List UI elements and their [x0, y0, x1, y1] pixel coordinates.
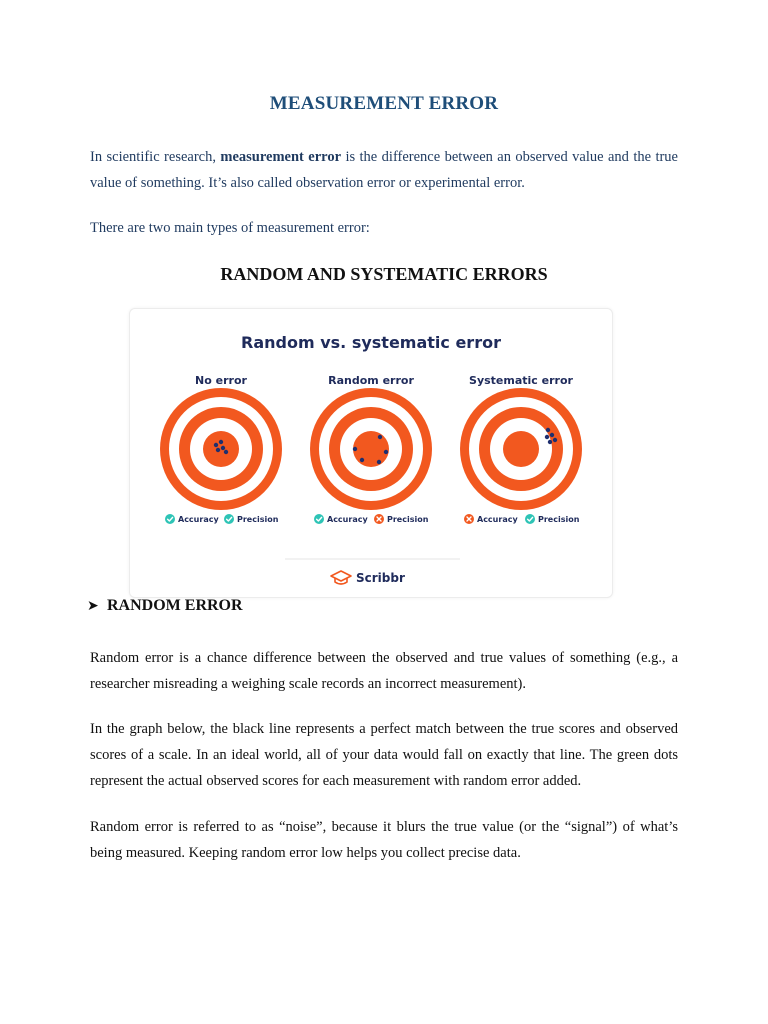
- graduation-cap-icon: [331, 571, 351, 584]
- bullseye: [203, 431, 239, 467]
- intro-text-after: is the difference between an observed value and the true value of something. It’s also called observation error or experimental error.: [90, 149, 678, 191]
- target-label-random-error: Random error: [328, 374, 414, 387]
- target-random-error: [310, 374, 432, 510]
- target-no-error: [160, 374, 282, 510]
- legend-systematic-error: [464, 514, 580, 524]
- target-label-systematic-error: Systematic error: [469, 374, 573, 387]
- error-types-figure: [129, 308, 613, 598]
- check-icon: [224, 514, 234, 524]
- accuracy-label: Accuracy: [178, 515, 219, 524]
- document-title: MEASUREMENT ERROR: [269, 93, 499, 114]
- types-intro-paragraph: There are two main types of measurement error:: [90, 220, 370, 236]
- check-icon: [525, 514, 535, 524]
- target-diagram: [130, 309, 612, 597]
- brand-name: Scribbr: [356, 571, 405, 585]
- precision-label: Precision: [538, 515, 580, 524]
- bullseye: [353, 431, 389, 467]
- precision-label: Precision: [237, 515, 279, 524]
- figure-title: Random vs. systematic error: [241, 333, 501, 352]
- intro-paragraph: [90, 144, 678, 196]
- body-paragraph: Random error is referred to as “noise”, because it blurs the true value (or the “signal”) of what’s being measured. Keeping random error low helps you collect precise data.: [90, 819, 678, 861]
- target-label-no-error: No error: [195, 374, 247, 387]
- intro-text-before: In scientific research,: [90, 149, 221, 165]
- random-error-heading: [87, 597, 243, 615]
- body-paragraph: In the graph below, the black line represents a perfect match between the true scores and observed scores of a scale. In an ideal world, all of your data would fall on exactly that line. The green dots represent the actual observed scores for each measurement with random error added.: [90, 721, 678, 789]
- accuracy-label: Accuracy: [327, 515, 368, 524]
- intro-bold-term: measurement error: [220, 149, 342, 165]
- random-error-heading-text: RANDOM ERROR: [107, 597, 243, 614]
- legend-no-error: [165, 514, 279, 524]
- precision-label: Precision: [387, 515, 429, 524]
- target-systematic-error: [460, 374, 582, 510]
- legend-random-error: [314, 514, 429, 524]
- bullseye: [503, 431, 539, 467]
- check-icon: [314, 514, 324, 524]
- scribbr-logo: [331, 571, 405, 585]
- check-icon: [165, 514, 175, 524]
- accuracy-label: Accuracy: [477, 515, 518, 524]
- body-paragraph: Random error is a chance difference between the observed and true values of something (e.g., a researcher misreading a weighing scale records an incorrect measurement).: [90, 650, 678, 692]
- section-heading: RANDOM AND SYSTEMATIC ERRORS: [220, 264, 548, 284]
- arrow-bullet-icon: ➤: [87, 598, 99, 614]
